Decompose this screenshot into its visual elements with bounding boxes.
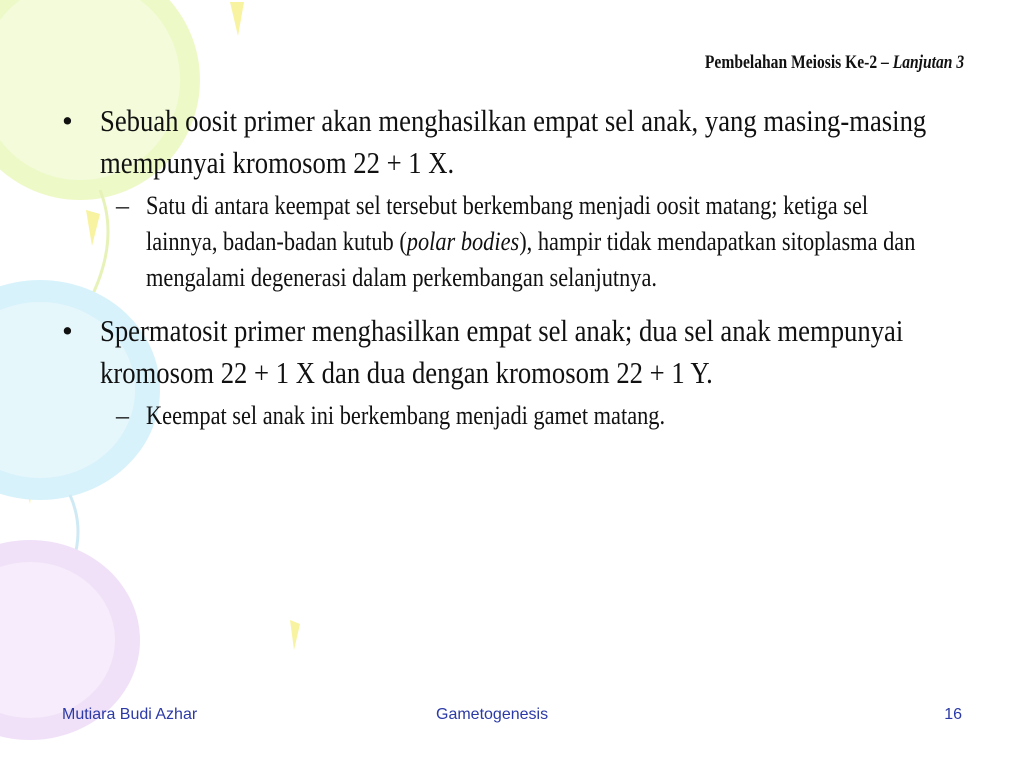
dash-icon: – bbox=[116, 191, 129, 220]
footer-page-number: 16 bbox=[944, 706, 962, 723]
dash-icon: – bbox=[116, 401, 129, 430]
sub-bullet-item bbox=[60, 188, 960, 296]
slide-content bbox=[60, 100, 960, 434]
sub-bullet-item bbox=[60, 398, 960, 434]
slide-title bbox=[705, 52, 964, 74]
bullet-item bbox=[60, 310, 960, 394]
bullet-text: Spermatosit primer menghasilkan empat sel anak; dua sel anak mempunyai kromosom 22 + 1 X dan dua dengan kromosom 22 + 1 Y. bbox=[100, 313, 904, 390]
bullet-item bbox=[60, 100, 960, 184]
slide-title-main: Pembelahan Meiosis Ke-2 – bbox=[704, 52, 893, 73]
sub-bullet-text-after: ), hampir tidak mendapatkan sitoplasma dan mengalami degenerasi dalam perkembangan selanjutnya. bbox=[146, 227, 916, 292]
confetti-strip bbox=[290, 620, 300, 650]
confetti-strip bbox=[230, 2, 244, 36]
footer-author: Mutiara Budi Azhar bbox=[62, 706, 198, 723]
bullet-text: Sebuah oosit primer akan menghasilkan empat sel anak, yang masing-masing mempunyai kromosom 22 + 1 X. bbox=[100, 103, 927, 180]
sub-bullet-text: Keempat sel anak ini berkembang menjadi gamet matang. bbox=[146, 401, 666, 430]
bullet-icon: • bbox=[62, 103, 73, 138]
bullet-icon: • bbox=[62, 313, 73, 348]
sub-bullet-text bbox=[146, 188, 942, 296]
sub-bullet-text-before: Satu di antara keempat sel tersebut berkembang menjadi oosit matang; ketiga sel lainnya, badan-badan kutub ( bbox=[146, 191, 869, 256]
sub-bullet-text-italic: polar bodies bbox=[406, 227, 520, 256]
slide-title-italic: Lanjutan 3 bbox=[892, 52, 964, 73]
footer-topic: Gametogenesis bbox=[436, 706, 549, 723]
